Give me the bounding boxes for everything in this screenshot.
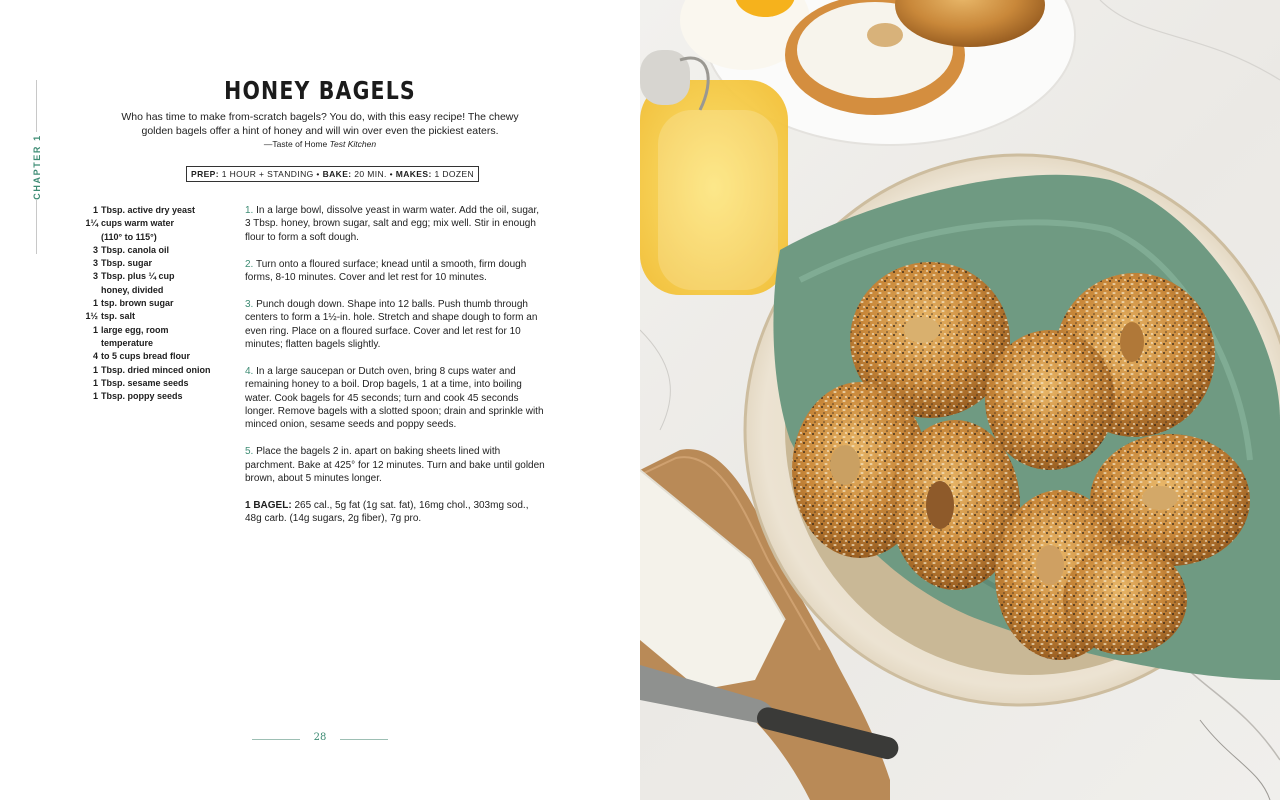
ingredient-qty: 1 <box>92 205 98 215</box>
ingredient-qty: 3 <box>92 271 98 282</box>
ingredient-item <box>80 270 230 297</box>
ingredient-qty: 3 <box>92 244 98 255</box>
chapter-rule-bottom <box>36 200 37 254</box>
ingredient-text: cups warm water (110° to 115°) <box>101 218 175 242</box>
recipe-title: HONEY BAGELS <box>224 76 416 105</box>
ingredient-item <box>80 244 230 257</box>
direction-step <box>245 445 545 485</box>
direction-step <box>245 298 545 352</box>
ingredient-text: Tbsp. plus ¼ cup honey, divided <box>101 271 175 295</box>
ingredient-text: Tbsp. canola oil <box>101 244 170 255</box>
makes-label: MAKES: <box>395 169 432 179</box>
ingredient-item <box>80 204 230 217</box>
step-number: 3. <box>245 298 254 310</box>
direction-step <box>245 204 545 244</box>
ingredient-item <box>80 377 230 390</box>
bagels-photo-illustration <box>640 0 1280 800</box>
direction-list <box>245 204 545 539</box>
ingredient-qty: 1¼ <box>85 218 98 229</box>
timing-separator: • <box>316 169 320 179</box>
ingredient-text: tsp. salt <box>101 311 136 322</box>
ingredient-qty: 1 <box>92 324 98 335</box>
ingredient-item <box>80 310 230 323</box>
step-text: Punch dough down. Shape into 12 balls. Push thumb through centers to form a 1½-in. hole. Stretch and shape dough to form an even ring. Place on a floured surface. Cover and let rest for 10 minutes; flatten bagels slightly. <box>245 298 538 351</box>
direction-step <box>245 365 545 432</box>
ingredient-item <box>80 364 230 377</box>
ingredient-text: Tbsp. sesame seeds <box>101 377 189 388</box>
ingredient-item <box>80 217 230 244</box>
ingredient-item <box>80 350 230 363</box>
makes-value: 1 DOZEN <box>434 169 475 179</box>
ingredient-text: large egg, room temperature <box>101 324 169 348</box>
nutrition-facts <box>245 499 545 526</box>
ingredient-text: Tbsp. active dry yeast <box>101 205 196 215</box>
nutrition-label: 1 BAGEL: <box>245 499 292 511</box>
bake-value: 20 MIN. <box>354 169 387 179</box>
ingredient-qty: 3 <box>92 258 98 269</box>
recipe-attribution <box>110 139 530 149</box>
attribution-emphasis: Test Kitchen <box>329 139 377 149</box>
bake-label: BAKE: <box>322 169 352 179</box>
direction-step <box>245 258 545 285</box>
attribution-prefix: —Taste of Home <box>263 139 330 149</box>
ingredient-qty: 1 <box>92 391 98 402</box>
ingredient-text: to 5 cups bread flour <box>101 351 191 362</box>
chapter-rule-top <box>36 80 37 132</box>
ingredient-text: tsp. brown sugar <box>101 298 174 309</box>
prep-label: PREP: <box>191 169 219 179</box>
step-number: 2. <box>245 258 254 270</box>
recipe-intro: Who has time to make from-scratch bagels? You do, with this easy recipe! The chewy golden bagels offer a hint of honey and will win over even the pickiest eaters. <box>121 111 519 137</box>
ingredient-item <box>80 297 230 310</box>
ingredient-qty: 1 <box>92 298 98 309</box>
ingredient-qty: 1 <box>92 364 98 375</box>
prep-value: 1 HOUR + STANDING <box>221 169 314 179</box>
step-number: 4. <box>245 365 254 377</box>
ingredient-text: Tbsp. poppy seeds <box>101 391 183 402</box>
ingredient-item <box>80 257 230 270</box>
ingredient-text: Tbsp. dried minced onion <box>101 364 211 375</box>
timing-separator: • <box>389 169 393 179</box>
step-text: In a large saucepan or Dutch oven, bring 8 cups water and remaining honey to a boil. Drop bagels, 1 at a time, into boiling water. Cook bagels for 45 seconds; turn and cook 45 seconds longer. Remove bagels with a slotted spoon; drain and sprinkle with minced onion, sesame seeds and poppy seeds. <box>245 365 544 431</box>
step-text: Turn onto a floured surface; knead until a smooth, firm dough forms, 8-10 minutes. Cover and let rest for 10 minutes. <box>245 258 527 284</box>
step-text: In a large bowl, dissolve yeast in warm water. Add the oil, sugar, 3 Tbsp. honey, brown sugar, salt and egg; mix well. Stir in enough flour to form a soft dough. <box>245 205 540 243</box>
step-number: 1. <box>245 205 254 216</box>
ingredient-item <box>80 390 230 403</box>
step-number: 5. <box>245 446 254 458</box>
ingredient-qty: 1½ <box>85 311 98 322</box>
ingredient-item <box>80 324 230 351</box>
ingredient-list <box>80 204 230 403</box>
folio-rule-right <box>340 739 388 740</box>
ingredient-text: Tbsp. sugar <box>101 258 153 269</box>
folio-rule-left <box>252 739 300 740</box>
step-text: Place the bagels 2 in. apart on baking sheets lined with parchment. Bake at 425° for 12 minutes. Turn and bake until golden brown, about 5 minutes longer. <box>245 446 545 485</box>
page-number: 28 <box>313 732 327 743</box>
chapter-label: CHAPTER 1 <box>32 134 42 200</box>
timing-box <box>186 166 479 182</box>
chapter-tab <box>29 134 45 200</box>
nutrition-text: 265 cal., 5g fat (1g sat. fat), 16mg chol., 303mg sod., 48g carb. (14g sugars, 2g fiber), 7g pro. <box>245 499 529 525</box>
ingredient-qty: 4 <box>92 351 98 362</box>
ingredient-qty: 1 <box>92 377 98 388</box>
bagels-photo <box>640 0 1280 800</box>
